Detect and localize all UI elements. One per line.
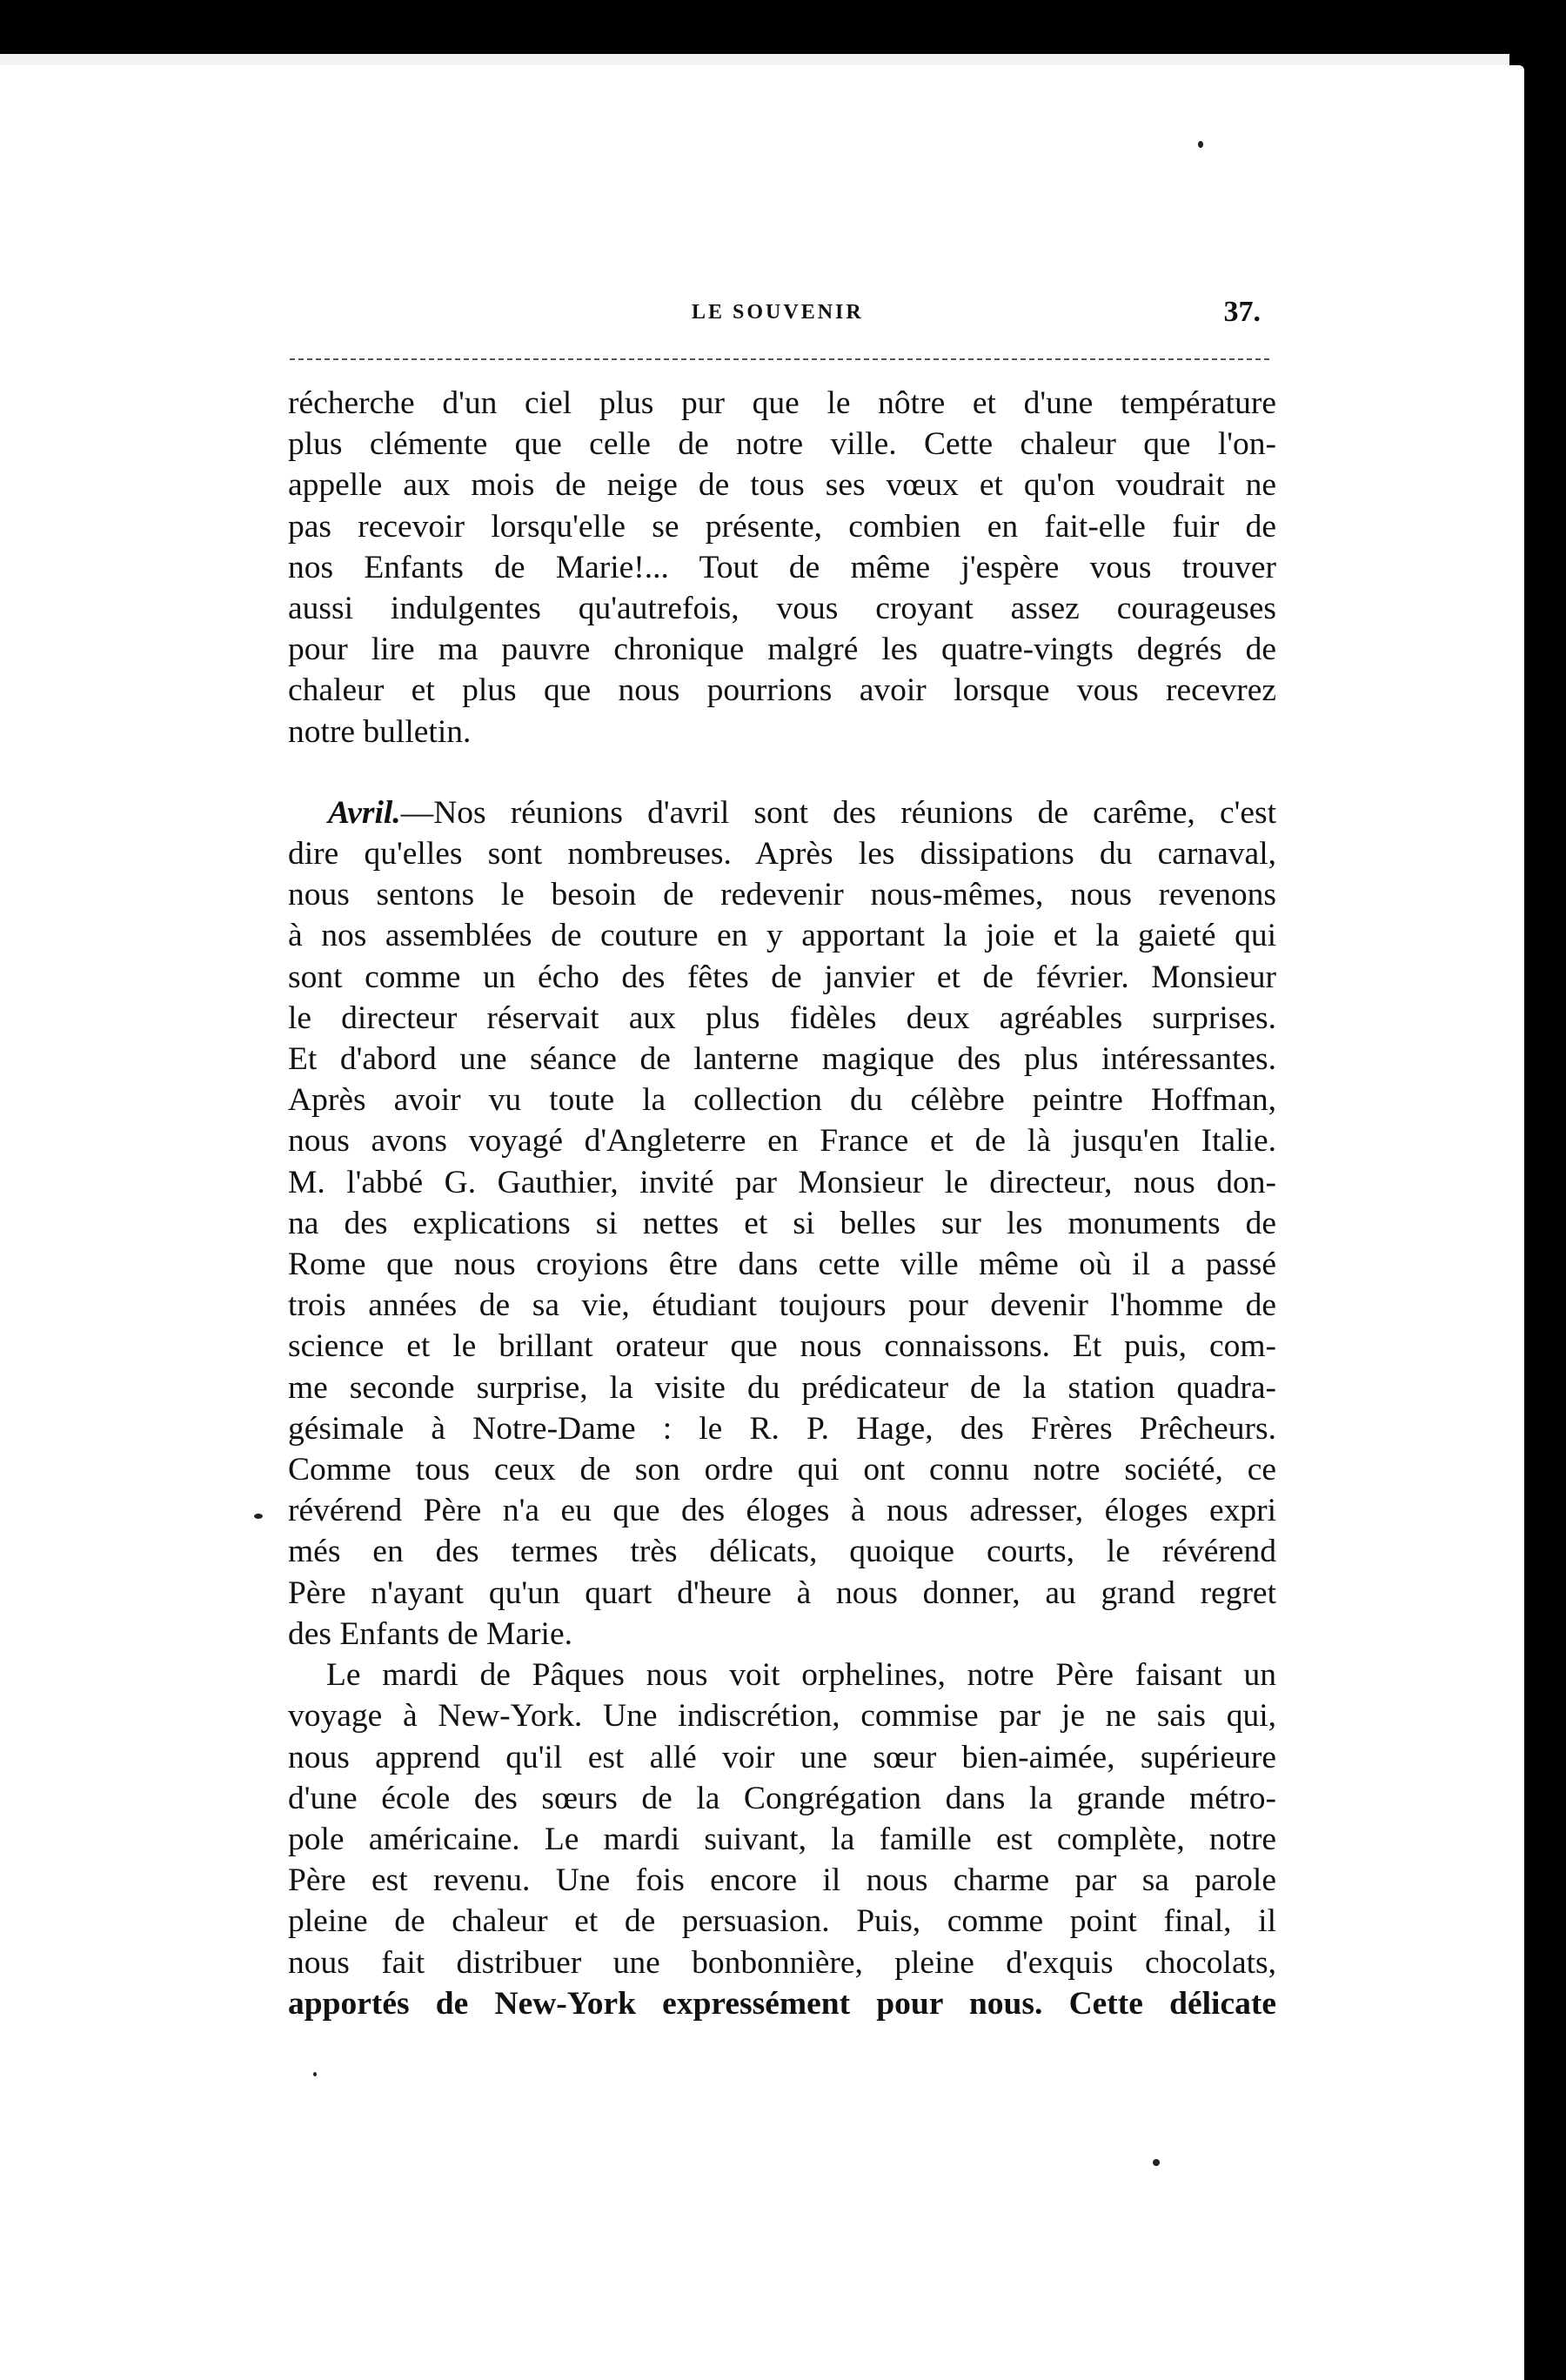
text-line: més en des termes très délicats, quoique courts, le révérend: [288, 1534, 1276, 1570]
text-line: notre bulletin.: [288, 713, 472, 750]
text-line: à nos assemblées de couture en y apportant la joie et la gaieté qui: [288, 918, 1276, 954]
scan-speck: [1198, 141, 1203, 148]
text-line: révérend Père n'a eu que des éloges à nous adresser, éloges expri: [288, 1493, 1276, 1529]
text-line: me seconde surprise, la visite du prédicateur de la station quadra-: [288, 1369, 1276, 1406]
text-line: gésimale à Notre-Dame : le R. P. Hage, des Frères Prêcheurs.: [288, 1410, 1276, 1447]
text-line: nous sentons le besoin de redevenir nous-mêmes, nous revenons: [288, 877, 1276, 913]
text-line: Et d'abord une séance de lanterne magique des plus intéressantes.: [288, 1041, 1276, 1078]
text-line: Après avoir vu toute la collection du célèbre peintre Hoffman,: [288, 1082, 1276, 1119]
text-line: sont comme un écho des fêtes de janvier et de février. Monsieur: [288, 959, 1276, 995]
text-line: le directeur réservait aux plus fidèles deux agréables surprises.: [288, 999, 1276, 1036]
text-line: nous apprend qu'il est allé voir une sœur bien-aimée, supérieure: [288, 1739, 1276, 1775]
text-line: Père est revenu. Une fois encore il nous charme par sa parole: [288, 1862, 1276, 1899]
text-line: nous avons voyagé d'Angleterre en France et de là jusqu'en Italie.: [288, 1123, 1276, 1160]
running-title: LE SOUVENIR: [692, 301, 864, 324]
text-line: Rome que nous croyions être dans cette ville même où il a passé: [288, 1247, 1276, 1283]
text-line: aussi indulgentes qu'autrefois, vous croyant assez courageuses: [288, 591, 1276, 627]
scan-speck: [1153, 2159, 1160, 2166]
text-line: plus clémente que celle de notre ville. Cette chaleur que l'on-: [288, 426, 1276, 463]
text-line: des Enfants de Marie.: [288, 1615, 572, 1652]
text-line-first: [288, 792, 1276, 833]
text-line: Le mardi de Pâques nous voit orphelines, notre Père faisant un: [326, 1657, 1276, 1694]
page-header: [290, 296, 1269, 336]
text-line: récherche d'un ciel plus pur que le nôtre et d'une température: [288, 385, 1276, 421]
text-fragment: —Nos réunions d'avril sont des réunions de carême, c'est: [400, 794, 1276, 831]
page-number: 37.: [1223, 296, 1261, 328]
text-line: appelle aux mois de neige de tous ses vœux et qu'on voudrait ne: [288, 467, 1276, 504]
scan-speck: [254, 1514, 263, 1519]
paragraph-gap: [288, 752, 1276, 792]
header-rule: [290, 358, 1269, 360]
text-line: trois années de sa vie, étudiant toujours pour devenir l'homme de: [288, 1287, 1276, 1324]
scan-speck: [313, 2072, 317, 2076]
text-line: Comme tous ceux de son ordre qui ont connu notre société, ce: [288, 1452, 1276, 1488]
text-line: nous fait distribuer une bonbonnière, pleine d'exquis chocolats,: [288, 1944, 1276, 1981]
text-line: apportés de New-York expressément pour nous. Cette délicate: [288, 1985, 1276, 2022]
text-line: nos Enfants de Marie!... Tout de même j'espère vous trouver: [288, 549, 1276, 585]
text-line: chaleur et plus que nous pourrions avoir lorsque vous recevrez: [288, 672, 1276, 709]
text-line: pas recevoir lorsqu'elle se présente, combien en fait-elle fuir de: [288, 508, 1276, 545]
text-line: M. l'abbé G. Gauthier, invité par Monsieur le directeur, nous don-: [288, 1164, 1276, 1200]
paragraph-1: [288, 383, 1276, 752]
text-line: Père n'ayant qu'un quart d'heure à nous donner, au grand regret: [288, 1574, 1276, 1611]
paragraph-2: [288, 792, 1276, 1655]
text-line: science et le brillant orateur que nous connaissons. Et puis, com-: [288, 1328, 1276, 1365]
body-text: [288, 383, 1276, 2024]
text-line: voyage à New-York. Une indiscrétion, commise par je ne sais qui,: [288, 1698, 1276, 1735]
text-line: d'une école des sœurs de la Congrégation dans la grande métro-: [288, 1780, 1276, 1816]
text-line: pour lire ma pauvre chronique malgré les quatre-vingts degrés de: [288, 632, 1276, 668]
paragraph-3: [288, 1655, 1276, 2024]
text-line: pleine de chaleur et de persuasion. Puis, comme point final, il: [288, 1903, 1276, 1940]
text-line: na des explications si nettes et si belles sur les monuments de: [288, 1205, 1276, 1241]
text-line: pole américaine. Le mardi suivant, la famille est complète, notre: [288, 1821, 1276, 1857]
month-heading: Avril.: [328, 794, 401, 831]
text-line: dire qu'elles sont nombreuses. Après les dissipations du carnaval,: [288, 836, 1276, 872]
